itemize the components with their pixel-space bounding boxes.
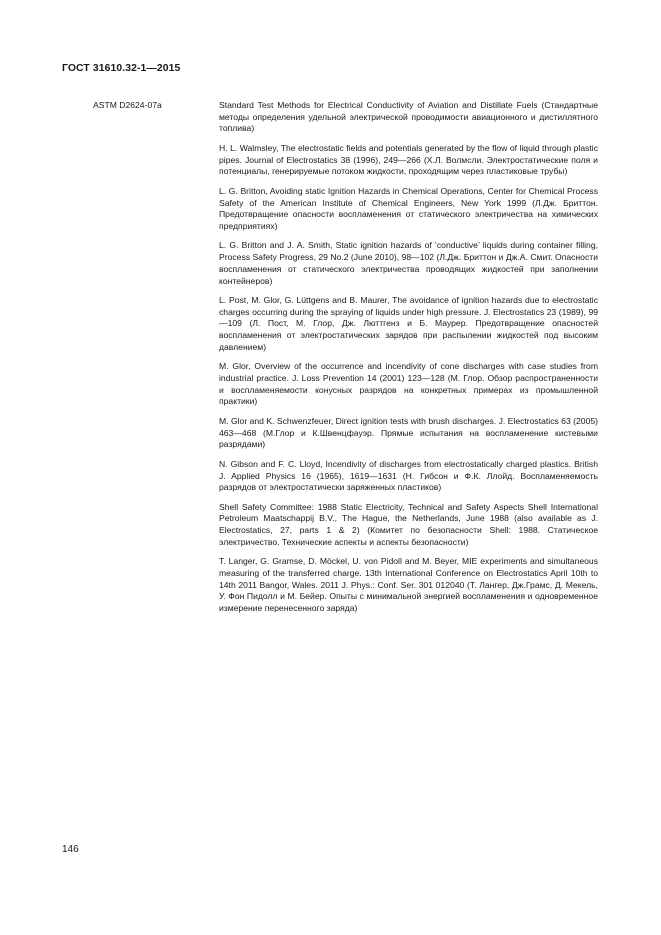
reference-row (62, 100, 602, 623)
reference-label: ASTM D2624-07a (93, 100, 162, 110)
reference-item: M. Glor and K. Schwenzfeuer, Direct ignition tests with brush discharges. J. Electrostatics 63 (2005) 463—468 (М.Глор и К.Швенцфауэр. Прямые испытания на воспламенение кистевыми разрядами) (219, 415, 598, 450)
reference-item: H. L. Walmsley, The electrostatic fields and potentials generated by the flow of liquid through plastic pipes. Journal of Electrostatics 38 (1996), 249—266 (Х.Л. Волмсли. Электростатические поля и потенциалы, генерируемые потоком жидкости, проходящим через пластиковые трубы) (219, 142, 598, 177)
reference-item: N. Gibson and F. C. Lloyd, Incendivity of discharges from electrostatically charged plastics. British J. Applied Physics 16 (1965), 1619—1631 (Н. Гибсон и Ф.К. Ллойд. Воспламеняемость разрядов от электростатически заряженных пластиков) (219, 458, 598, 493)
reference-item: L. G. Britton and J. A. Smith, Static ignition hazards of ‘conductive’ liquids during container filling, Process Safety Progress, 29 No.2 (June 2010), 98—102 (Л.Дж. Бриттон и Дж.А. Смит. Опасности воспламенения от статического электричества проводящих жидкостей при заполнении контейнеров) (219, 240, 598, 286)
references-section (62, 100, 602, 623)
reference-item: Shell Safety Committee: 1988 Static Electricity, Technical and Safety Aspects Shell International Petroleum Maatschappij B.V., The Hague, the Netherlands, June 1988 (also available as J. Electrostatics, 27, parts 1 & 2) (Комитет по безопасности Shell: 1988. Статическое электричество. Технические аспекты и аспекты безопасности) (219, 501, 598, 547)
reference-item: Standard Test Methods for Electrical Conductivity of Aviation and Distillate Fuels (Стандартные методы определения удельной электрической проводимости авиационного и дистиллятного топлива) (219, 100, 598, 134)
reference-list (219, 100, 598, 623)
reference-item: L. Post, M. Glor, G. Lüttgens and B. Maurer, The avoidance of ignition hazards due to electrostatic charges occurring during the spraying of liquids under high pressure. J. Electrostatics 23 (1989), 99—109 (Л. Пост, М. Глор, Дж. Люттгенз и Б. Маурер. Предотвращение опасностей воспламенения от электростатических зарядов при распылении жидкостей под высоким давлением) (219, 295, 598, 352)
page-number: 146 (62, 844, 79, 855)
document-header: ГОСТ 31610.32-1—2015 (62, 63, 181, 74)
reference-item: M. Glor, Overview of the occurrence and incendivity of cone discharges with case studies from industrial practice. J. Loss Prevention 14 (2001) 123—128 (М. Глор. Обзор распространенности и воспламеняемости конусных разрядов на конкретных примерах из промышленной практики) (219, 361, 598, 407)
reference-item: T. Langer, G. Gramse, D. Möckel, U. von Pidoll and M. Beyer, MIE experiments and simultaneous measuring of the transferred charge. 13th International Conference on Electrostatics April 10th to 14th 2011 Bangor, Wales. 2011 J. Phys.: Conf. Ser. 301 012040 (Т. Лангер, Дж.Грамс, Д. Мекель, У. Фон Пидолл и М. Бейер. Опыты с минимальной энергией воспламенения и одновременное измерение перенесенного заряда) (219, 556, 598, 614)
reference-item: L. G. Britton, Avoiding static Ignition Hazards in Chemical Operations, Center for Chemical Process Safety of the American Institute of Chemical Engineers, New York 1999 (Л.Дж. Бриттон. Предотвращение опасности воспламенения от статического электричества на химических предприятиях) (219, 185, 598, 231)
